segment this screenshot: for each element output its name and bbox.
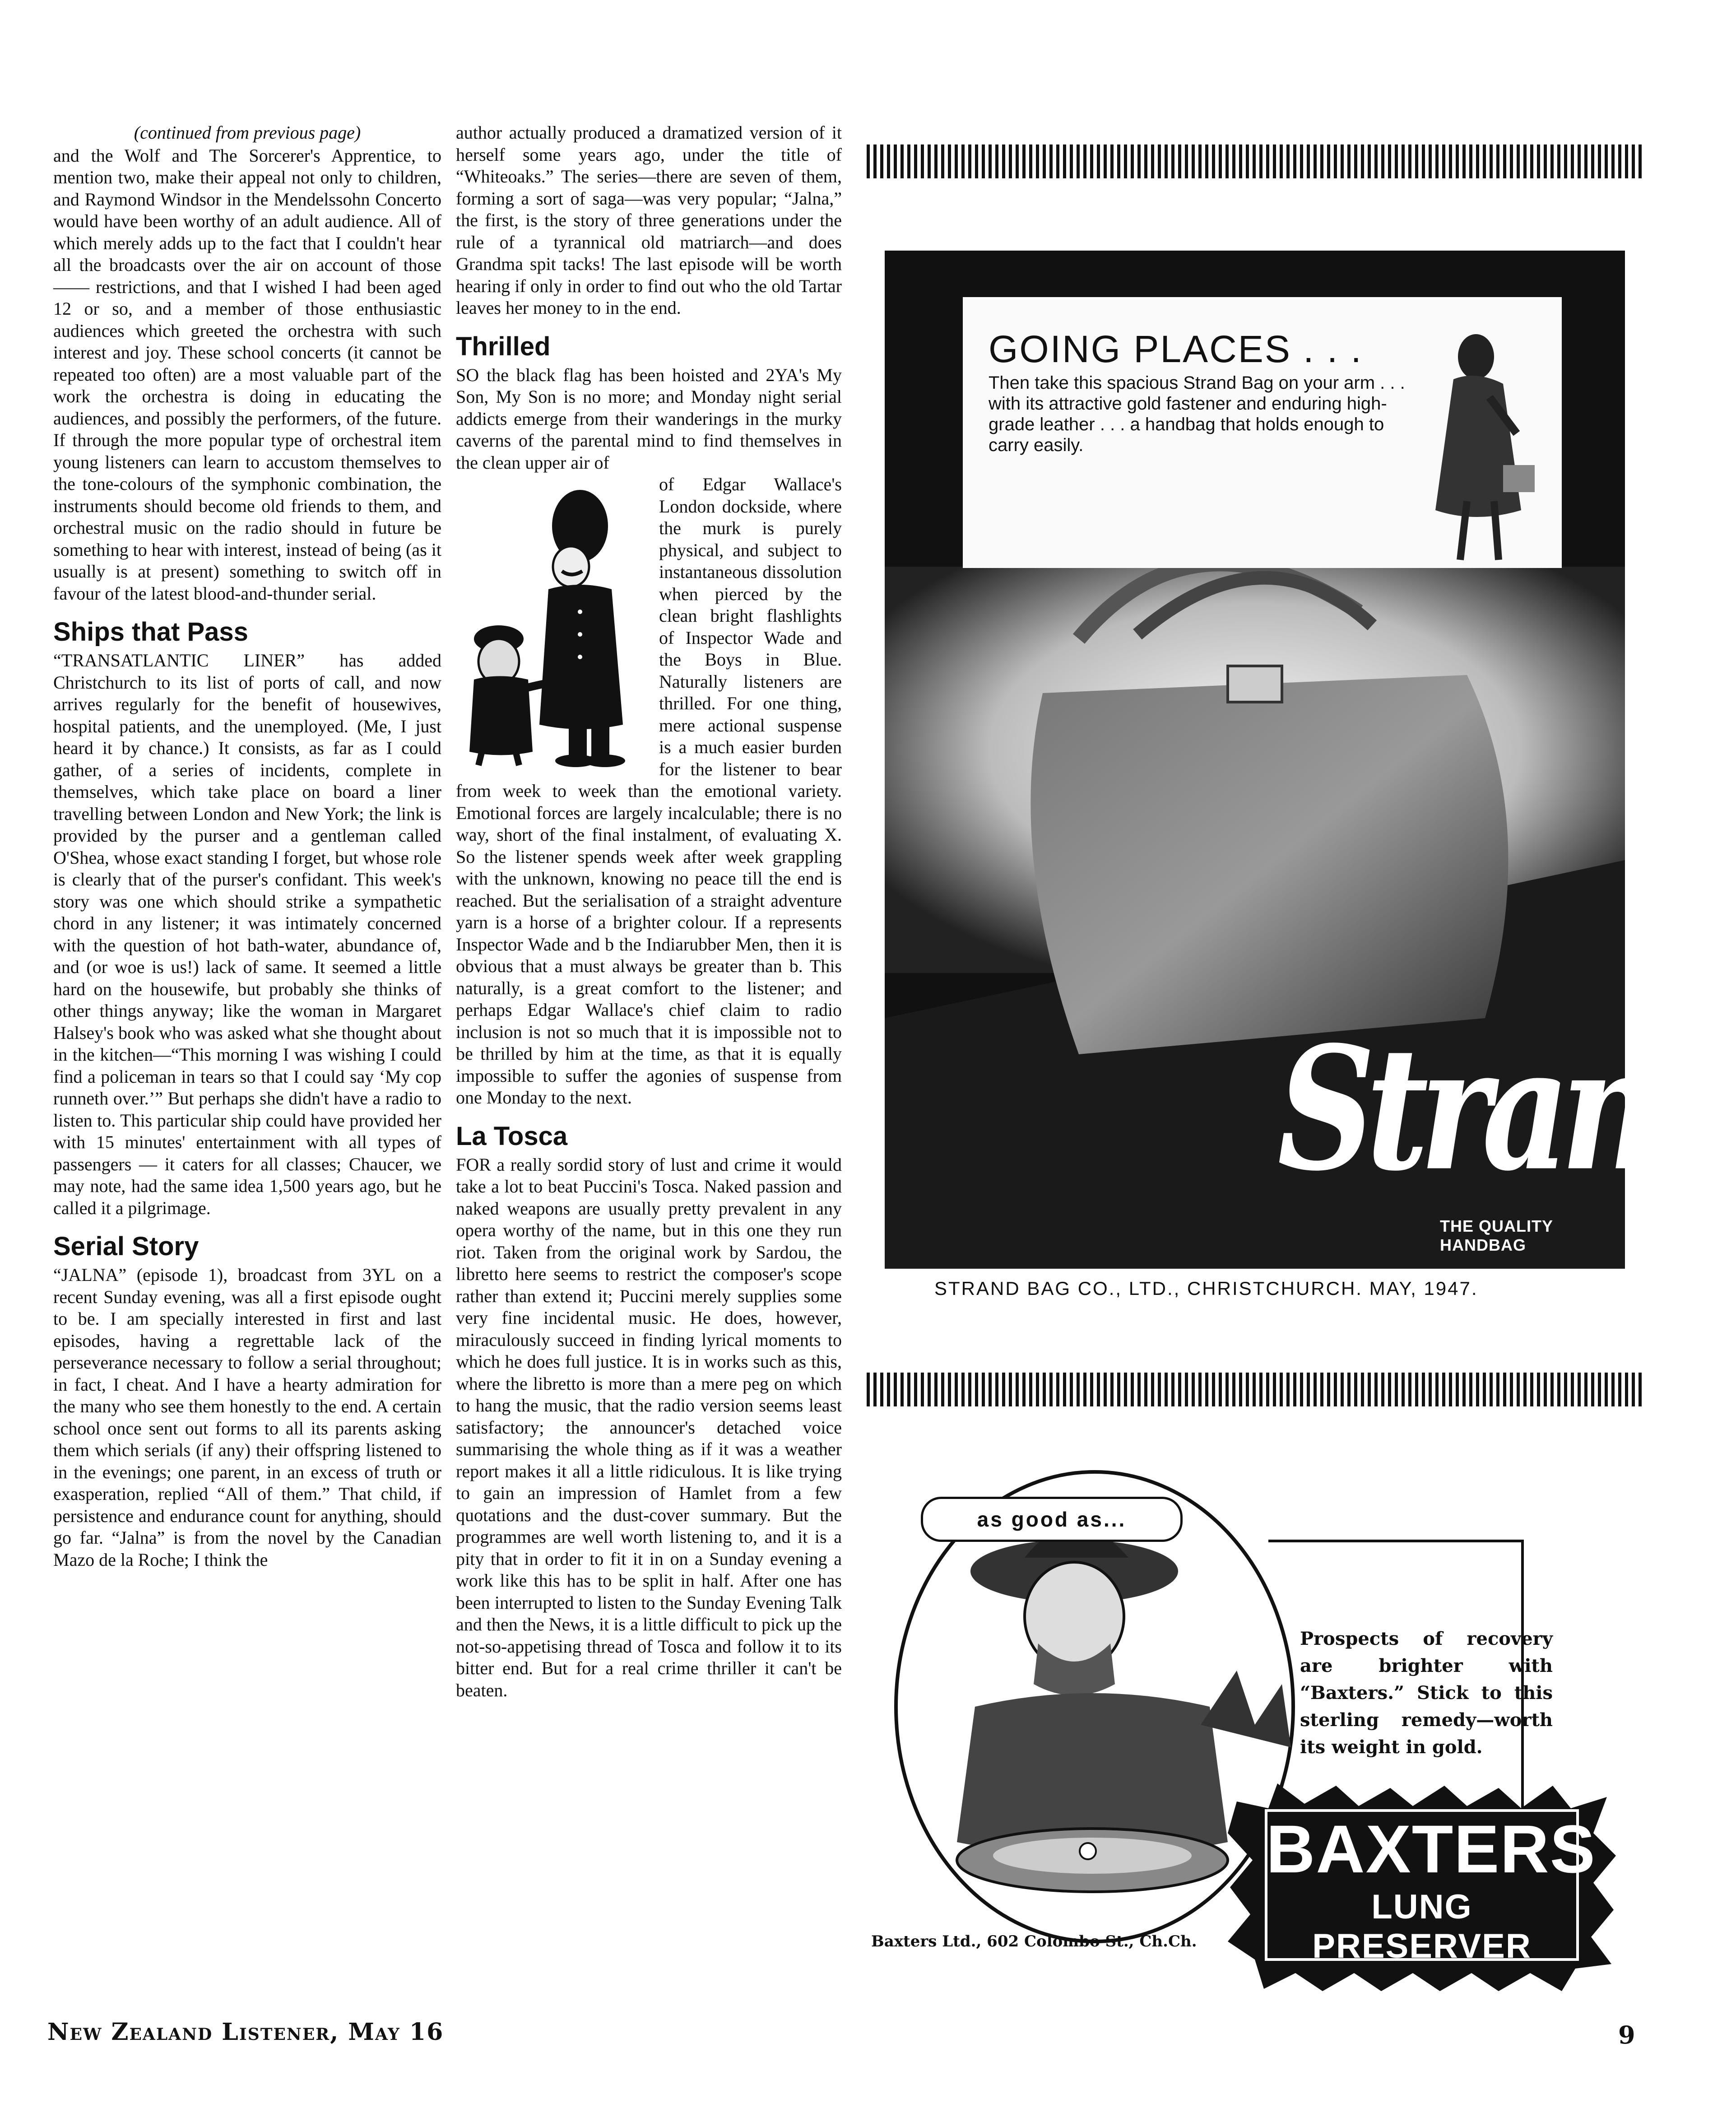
- decorative-bar-middle: [867, 1373, 1643, 1406]
- baxters-brand: BAXTERS: [1266, 1811, 1596, 1887]
- ships-paragraph: “TRANSATLANTIC LINER” has added Christchurch to its list of ports of call, and now arrives regularly for the benefit of housewives, hospital patients, and the unemployed. (Me, I just heard it by chance.) It consists, as far as I could gather, of a series of incidents, complete in themselves, which take place on board a liner travelling between London and New York; the link is provided by the purser and a gentleman called O'Shea, whose exact standing I forget, but whose role is clearly that of the purser's confidant. This week's story was one which should strike a sympathetic chord in any listener; it was intimately concerned with the question of hot bath-water, abundance of, and (or woe is us!) lack of same. It seemed a little hard on the housewife, but probably she thinks of other things anyway; like the woman in Margaret Halsey's book who was asked what she thought about in the kitchen—“This morning I was wishing I could find a policeman in tears so that I could say ‘My cop runneth over.’” But perhaps she didn't have a radio to listen to. This particular ship could have provided her with 15 minutes' entertainment with all types of passengers — it caters for all classes; Chaucer, we may note, had the same idea 1,500 years ago, but he called it a pilgrimage.: [53, 650, 441, 1218]
- thrilled-paragraph-a: SO the black flag has been hoisted and 2YA's My Son, My Son is no more; and Monday night serial addicts emerge from their wanderings in the murky caverns of the parental mind to find themselves in the clean upper air of: [456, 364, 842, 473]
- serial-paragraph: “JALNA” (episode 1), broadcast from 3YL on a recent Sunday evening, was all a first episode ought to be. I am specially interested in first and last episodes, having a regrettable lack of the perseverance necessary to follow a serial throughout; in fact, I cheat. And I have a hearty admiration for the many who see them honestly to the end. A certain school once sent out forms to all its parents asking them which serials (if any) their offspring listened to in the evenings; one parent, in an excess of truth or exasperation, replied “All of them.” That child, if persistence and endurance count for anything, should go far. “Jalna” is from the novel by the Canadian Mazo de la Roche; I think the: [53, 1265, 441, 1570]
- baxters-copy: Prospects of recovery are brighter with “Baxters.” Stick to this sterling remedy—worth its weight in gold.: [1300, 1628, 1553, 1758]
- decorative-bar-top: [867, 144, 1643, 178]
- policeman-illustration: [456, 476, 650, 770]
- intro-paragraph: and the Wolf and The Sorcerer's Apprentice, to mention two, make their appeal not only to children, and Raymond Windsor in the Mendelssohn Concerto would have been worthy of an adult audience. All of which merely adds up to the fact that I couldn't hear all the broadcasts over the air on account of those —— restrictions, and that I wished I had been aged 12 or so, and a member of those enthusiastic audiences which greeted the orchestra with such interest and joy. These school concerts (it cannot be repeated too often) are a most valuable part of the work the orchestra is doing in educating the audiences, and possibly the performers, of the future. If through the more popular type of orchestral item young listeners can learn to accustom themselves to the tone-colours of the symphonic combination, the instruments should become old friends to them, and orchestral music on the radio should in future be something to hear with interest, instead of being (as it usually is at present) something to switch off in favour of the latest blood-and-thunder serial.: [53, 145, 441, 604]
- article-column-2: [456, 122, 842, 1701]
- thrilled-paragraph-b: of Edgar Wallace's London dockside, where the murk is purely physical, and subject to instantaneous dissolution when pierced by the clean bright flashlights of Inspector Wade and the Boys in Blue. Naturally listeners are thrilled. For one thing, mere actional suspense is a much easier burden for the listener to bear from week to week than the emotional variety. Emotional forces are largely incalculable; there is no way, short of the final instalment, of evaluating X. So the listener spends week after week grappling with the unknown, knowing no peace till the end is reached. But the serialisation of a straight adventure yarn is a horse of a brighter colour. If a represents Inspector Wade and b the Indiarubber Men, then it is obvious that a must always be greater than b. This naturally, is a great comfort to the listener; and perhaps Edgar Wallace's chief claim to radio inclusion is not so much that it is impossible not to be thrilled by him at the time, as that it is equally impossible to suffer the agonies of suspense from one Monday to the next.: [456, 474, 842, 1108]
- heading-serial-story: Serial Story: [53, 1232, 199, 1261]
- jalna-paragraph: author actually produced a dramatized version of it herself some years ago, under the title of “Whiteoaks.” The series—there are seven of them, forming a sort of saga—was very popular; “Jalna,” the first, is the story of three generations under the rule of a tyrannical old matriarch—and does Grandma spit tacks! The last episode will be worth hearing if only in order to find out who the old Tartar leaves her money to in the end.: [456, 122, 842, 318]
- heading-la-tosca: La Tosca: [456, 1121, 568, 1151]
- heading-ships-that-pass: Ships that Pass: [53, 617, 248, 647]
- strand-ad-footer: STRAND BAG CO., LTD., CHRISTCHURCH. MAY, 1947.: [934, 1278, 1478, 1299]
- strand-logo: Strand: [1277, 1009, 1736, 1209]
- strand-copy: Then take this spacious Strand Bag on your arm . . . with its attractive gold fastener and enduring high-grade leather . . . a handbag that holds enough to carry easily.: [989, 373, 1405, 455]
- good-as-banner: as good as...: [921, 1497, 1183, 1542]
- baxters-ad: [867, 1454, 1643, 1996]
- tosca-paragraph: FOR a really sordid story of lust and crime it would take a lot to beat Puccini's Tosca. Naked passion and naked weapons are usually pretty prevalent in any opera worthy of the name, but in this one they run riot. Taken from the original work by Sardou, the libretto here seems to restrict the composer's scope rather than extend it; Puccini merely supplies some very fine incidental music. He does, however, miraculously succeed in finding lyrical moments to which he does full justice. It is in works such as this, where the libretto is more than a mere peg on which to hang the music, that the radio version seems least satisfactory; the announcer's detached voice summarising the whole thing as if it was a weather report makes it all a little ridiculous. It is like trying to gain an impression of Hamlet from a few quotations and the dust-cover summary. But the programmes are well worth listening to, and it is a pity that in order to fit it in on a Sunday evening a work like this has to be split in half. After one has been interrupted to listen to the Sunday Evening Talk and then the News, it is a little difficult to pick up the not-so-appetising thread of Tosca and follow it to its bitter end. But for a real crime thriller it can't be beaten.: [456, 1154, 842, 1700]
- publication-footer: New Zealand Listener, May 16: [47, 2018, 444, 2046]
- policeman-and-crook-drawing: [456, 476, 650, 770]
- heading-thrilled: Thrilled: [456, 331, 551, 361]
- strand-headline: GOING PLACES . . .: [989, 328, 1363, 370]
- baxters-address: Baxters Ltd., 602 Colombo St., Ch.Ch.: [871, 1932, 1197, 1950]
- woman-silhouette: [1422, 330, 1544, 564]
- lung-preserver-label: LUNG PRESERVER: [1312, 1888, 1532, 1965]
- article-column-1: [53, 122, 441, 1571]
- strand-tagline: THE QUALITY HANDBAG: [1440, 1217, 1553, 1254]
- continued-note: (continued from previous page): [134, 122, 361, 143]
- strand-handbag-ad: [885, 251, 1736, 1269]
- page-number: 9: [1618, 2020, 1635, 2049]
